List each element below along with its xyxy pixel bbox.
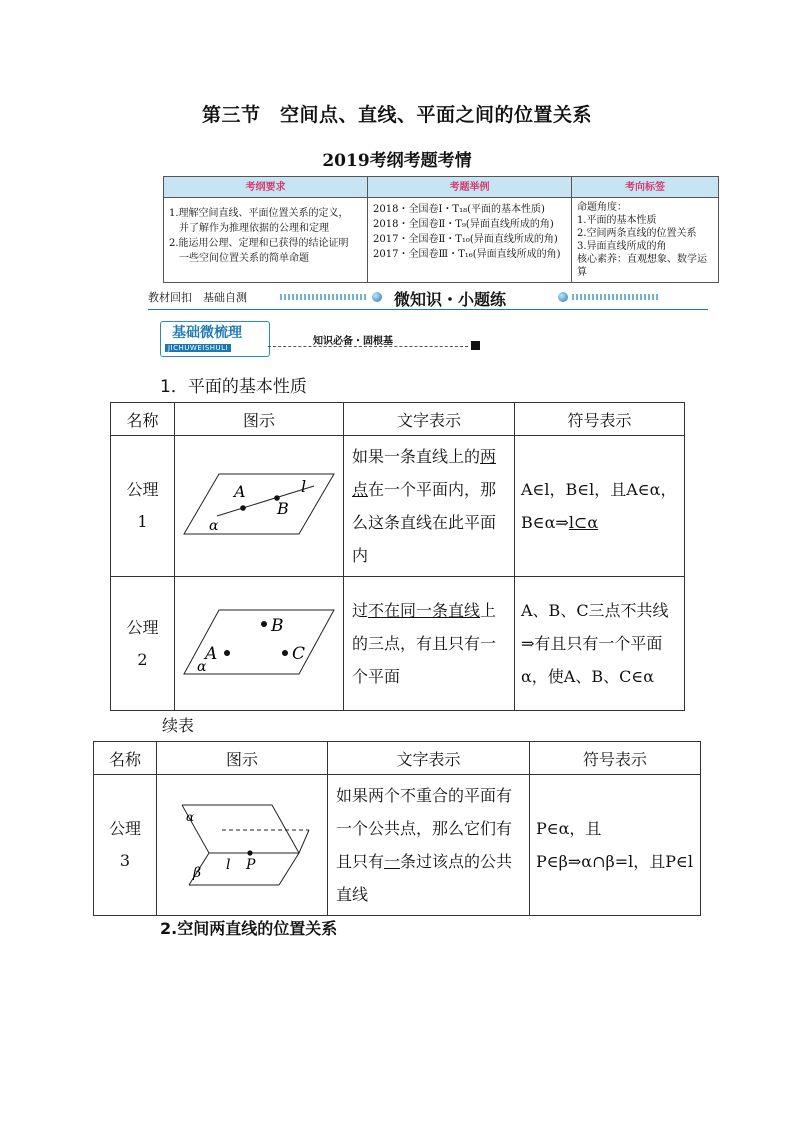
banner-center-text: 微知识・小题练 bbox=[394, 290, 507, 309]
exam-outline-table bbox=[163, 176, 719, 283]
plane-shape bbox=[184, 474, 334, 534]
plane-beta-right bbox=[279, 830, 309, 885]
point-c bbox=[282, 650, 288, 656]
col-header-name: 名称 bbox=[94, 742, 157, 775]
label-b: B bbox=[277, 499, 289, 518]
plane-alpha-top bbox=[182, 805, 299, 853]
knowledge-pinyin: JICHUWEISHULI bbox=[165, 344, 231, 352]
label-alpha: α bbox=[209, 518, 219, 534]
axiom3-figure bbox=[157, 775, 328, 916]
axiom2-text bbox=[344, 577, 515, 711]
table-row bbox=[111, 436, 685, 577]
banner-dots-left bbox=[280, 294, 368, 300]
requirement-line: 一些空间位置关系的简单命题 bbox=[169, 253, 309, 264]
knowledge-title: 基础微梳理 bbox=[172, 325, 242, 341]
axiom3-planes-diagram bbox=[162, 793, 322, 893]
axiom1-symbol bbox=[515, 436, 685, 577]
axiom2-plane-diagram bbox=[179, 602, 339, 682]
text-underlined: 一 bbox=[384, 852, 401, 871]
label-l: l bbox=[226, 857, 231, 873]
col-header-figure: 图示 bbox=[175, 403, 344, 436]
line-l bbox=[217, 486, 314, 516]
symbol-underlined: l⊂α bbox=[568, 513, 599, 532]
continued-label: 续表 bbox=[162, 716, 195, 735]
examples-cell bbox=[368, 198, 572, 283]
section-banner bbox=[148, 287, 708, 311]
label-c: C bbox=[292, 643, 306, 664]
requirements-cell bbox=[164, 198, 368, 283]
label-beta: β bbox=[193, 865, 202, 881]
table-row bbox=[111, 577, 685, 711]
header-requirements: 考纲要求 bbox=[164, 177, 368, 198]
point-b bbox=[261, 621, 267, 627]
text-part: 条过该点的公共直线 bbox=[336, 852, 513, 904]
tag-line: 命题角度： bbox=[577, 202, 627, 213]
axiom-name-number: 3 bbox=[119, 851, 131, 870]
label-p: P bbox=[246, 857, 256, 873]
axiom-name-line: 公理 bbox=[108, 819, 141, 838]
header-examples: 考题举例 bbox=[368, 177, 572, 198]
axiom-name bbox=[111, 577, 175, 711]
banner-left-text: 教材回扣 基础自测 bbox=[148, 291, 247, 304]
axiom3-symbol: P∈α，且P∈β⇒α∩β=l，且P∈l bbox=[530, 775, 701, 916]
axiom1-text bbox=[344, 436, 515, 577]
tag-line: 核心素养：直观想象、数学运算 bbox=[577, 254, 707, 278]
text-part: 如果一条直线上的 bbox=[352, 447, 481, 466]
axiom-name-line: 公理 bbox=[126, 617, 159, 637]
page-title: 第三节 空间点、直线、平面之间的位置关系 bbox=[201, 104, 592, 126]
point-p bbox=[247, 850, 252, 855]
symbol-part: A∈l，B∈l，且A∈α，B∈α⇒ bbox=[521, 480, 677, 532]
col-header-text: 文字表示 bbox=[344, 403, 515, 436]
example-line: 2018・全国卷Ⅰ・T₁₈(平面的基本性质) bbox=[373, 204, 545, 215]
banner-rule bbox=[148, 309, 708, 310]
point-a bbox=[240, 505, 246, 511]
requirement-line: 1.理解空间直线、平面位置关系的定义， bbox=[169, 208, 349, 219]
point-a bbox=[224, 650, 230, 656]
example-line: 2017・全国卷Ⅲ・T₁₆(异面直线所成的角) bbox=[373, 249, 561, 260]
label-b: B bbox=[271, 615, 284, 636]
knowledge-slogan: 知识必备・固根基 bbox=[313, 336, 393, 347]
col-header-text: 文字表示 bbox=[328, 742, 530, 775]
label-alpha: α bbox=[197, 658, 207, 675]
axiom-name-line: 公理 bbox=[126, 480, 159, 499]
tag-line: 1.平面的基本性质 bbox=[577, 215, 657, 226]
axiom-name-number: 1 bbox=[137, 512, 148, 531]
axiom1-plane-diagram bbox=[179, 464, 339, 544]
text-part: 上的三点，有且只有一个平面 bbox=[352, 601, 497, 686]
label-a: A bbox=[205, 643, 218, 664]
axiom-name-number: 2 bbox=[137, 649, 148, 669]
text-underlined: 两点 bbox=[352, 447, 497, 499]
header-tags: 考向标签 bbox=[572, 177, 719, 198]
section-heading-1: 1．平面的基本性质 bbox=[160, 377, 307, 397]
axiom2-figure bbox=[175, 577, 344, 711]
requirement-line: 并了解作为推理依据的公理和定理 bbox=[169, 223, 329, 234]
text-part: 在一个平面内，那么这条直线在此平面内 bbox=[352, 480, 497, 565]
axiom-table-continued bbox=[93, 741, 701, 916]
axiom-name bbox=[94, 775, 157, 916]
plane-shape bbox=[184, 610, 334, 674]
axiom-name bbox=[111, 436, 175, 577]
text-underlined: 不在同一条直线 bbox=[368, 601, 481, 620]
banner-ball-right-icon bbox=[558, 292, 568, 302]
text-part: 过 bbox=[352, 601, 369, 620]
page-subtitle: 2019考纲考题考情 bbox=[322, 151, 472, 171]
tags-cell bbox=[572, 198, 719, 283]
banner-ball-left-icon bbox=[372, 292, 382, 302]
label-l: l bbox=[301, 477, 307, 496]
tag-line: 2.空间两条直线的位置关系 bbox=[577, 228, 697, 239]
knowledge-dashed-line bbox=[268, 346, 468, 347]
col-header-name: 名称 bbox=[111, 403, 175, 436]
axiom1-figure bbox=[175, 436, 344, 577]
requirement-line: 2.能运用公理、定理和已获得的结论证明 bbox=[169, 238, 349, 249]
knowledge-end-square bbox=[471, 341, 480, 350]
label-a: A bbox=[234, 482, 246, 501]
text-part: 如果两个不重合的平面有一个公共点，那么它们有且只有 bbox=[336, 786, 513, 871]
axiom3-text bbox=[328, 775, 530, 916]
table-row bbox=[94, 775, 701, 916]
col-header-symbol: 符号表示 bbox=[515, 403, 685, 436]
col-header-symbol: 符号表示 bbox=[530, 742, 701, 775]
axiom-table bbox=[110, 402, 685, 711]
section-heading-2: 2.空间两直线的位置关系 bbox=[160, 919, 338, 938]
label-alpha: α bbox=[186, 810, 195, 824]
example-line: 2018・全国卷Ⅱ・T₉(异面直线所成的角) bbox=[373, 219, 554, 230]
col-header-figure: 图示 bbox=[157, 742, 328, 775]
example-line: 2017・全国卷Ⅱ・T₁₀(异面直线所成的角) bbox=[373, 234, 558, 245]
tag-line: 3.异面直线所成的角 bbox=[577, 241, 667, 252]
banner-dots-right bbox=[572, 294, 660, 300]
axiom2-symbol: A、B、C三点不共线⇒有且只有一个平面α，使A、B、C∈α bbox=[515, 577, 685, 711]
